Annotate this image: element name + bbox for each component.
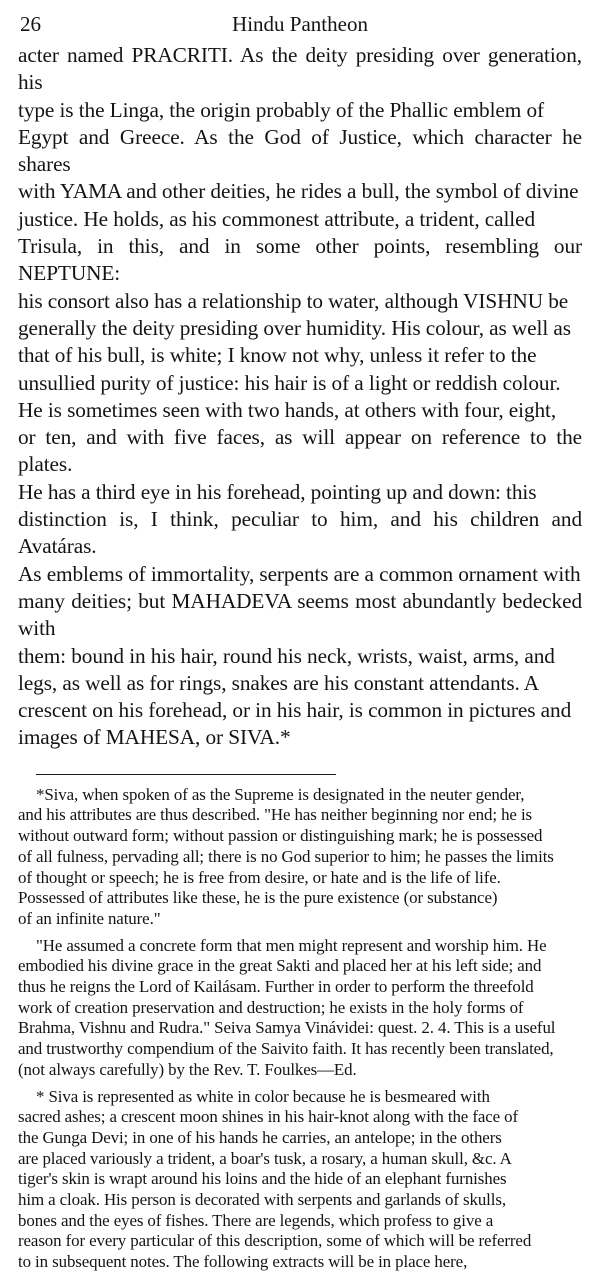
body-line: type is the Linga, the origin probably of the Phallic emblem of — [18, 97, 544, 122]
page-header — [18, 10, 582, 42]
body-line: legs, as well as for rings, snakes are his constant attendants. A — [18, 670, 540, 695]
body-line: crescent on his forehead, or in his hair, is common in pictures and — [18, 698, 572, 723]
body-line: unsullied purity of justice: his hair is of a light or reddish colour. — [18, 370, 561, 395]
footnote-3 — [18, 1087, 582, 1273]
body-line: He has a third eye in his forehead, pointing up and down: this — [18, 479, 537, 504]
footnote-line: him a cloak. His person is decorated with serpents and garlands of skulls, — [18, 1190, 506, 1210]
footnote-line: embodied his divine grace in the great Sakti and placed her at his left side; and — [18, 956, 542, 976]
body-line: Egypt and Greece. As the God of Justice, which character he shares — [18, 124, 582, 177]
footnote-line: reason for every particular of this description, some of which will be referred — [18, 1231, 532, 1251]
footnote-line: to in subsequent notes. The following extracts will be in place here, — [18, 1252, 468, 1272]
body-line: acter named PRACRITI. As the deity presiding over generation, his — [18, 43, 582, 95]
footnote-line: bones and the eyes of fishes. There are legends, which profess to give a — [18, 1210, 494, 1230]
footnote-line: sacred ashes; a crescent moon shines in his hair-knot along with the face of — [18, 1107, 519, 1127]
body-line: many deities; but MAHADEVA seems most abundantly bedecked with — [18, 588, 582, 641]
body-line: distinction is, I think, peculiar to him, and his children and Avatáras. — [18, 507, 582, 559]
body-line: with YAMA and other deities, he rides a bull, the symbol of divine — [18, 179, 579, 204]
footnote-line: and trustworthy compendium of the Saivito faith. It has recently been translated, — [18, 1039, 554, 1059]
body-line: generally the deity presiding over humidity. His colour, as well as — [18, 315, 571, 340]
footnote-line: thus he reigns the Lord of Kailásam. Further in order to perform the threefold — [18, 977, 534, 997]
body-line: He is sometimes seen with two hands, at others with four, eight, — [18, 397, 557, 422]
footnotes — [18, 785, 582, 1273]
footnote-line: the Gunga Devi; in one of his hands he carries, an antelope; in the others — [18, 1127, 502, 1147]
footnote-rule — [36, 774, 336, 775]
running-head: Hindu Pantheon — [232, 12, 368, 36]
footnote-line: and his attributes are thus described. "He has neither beginning nor end; he is — [18, 805, 533, 825]
body-line: As emblems of immortality, serpents are a common ornament with — [18, 561, 581, 586]
body-line: or ten, and with five faces, as will appear on reference to the plates. — [18, 425, 582, 477]
body-line: them: bound in his hair, round his neck, wrists, waist, arms, and — [18, 643, 555, 668]
page-number: 26 — [20, 12, 41, 36]
footnote-line: Brahma, Vishnu and Rudra." Seiva Samya Vinávidei: quest. 2. 4. This is a useful — [18, 1018, 556, 1038]
footnote-line: of an infinite nature." — [18, 908, 161, 928]
body-line: his consort also has a relationship to water, although VISHNU be — [18, 288, 569, 313]
footnote-line: * Siva is represented as white in color because he is besmeared with — [36, 1086, 490, 1106]
footnote-line: work of creation preservation and destruction; he exists in the holy forms of — [18, 997, 524, 1017]
footnote-1 — [18, 785, 582, 930]
footnote-line: (not always carefully) by the Rev. T. Foulkes—Ed. — [18, 1059, 357, 1079]
footnote-line: "He assumed a concrete form that men might represent and worship him. He — [36, 935, 547, 955]
main-text — [18, 42, 582, 752]
body-line: images of MAHESA, or SIVA.* — [18, 725, 291, 750]
footnote-line: tiger's skin is wrapt around his loins and the hide of an elephant furnishes — [18, 1169, 507, 1189]
footnote-2 — [18, 936, 582, 1081]
footnote-line: are placed variously a trident, a boar's tusk, a rosary, a human skull, &c. A — [18, 1148, 512, 1168]
footnote-line: *Siva, when spoken of as the Supreme is designated in the neuter gender, — [36, 784, 525, 804]
body-line: justice. He holds, as his commonest attribute, a trident, called — [18, 206, 536, 231]
footnote-line: of thought or speech; he is free from desire, or hate and is the life of life. — [18, 867, 501, 887]
footnote-line: of all fulness, pervading all; there is no God superior to him; he passes the limits — [18, 846, 554, 866]
body-line: Trisula, in this, and in some other points, resembling our NEPTUNE: — [18, 234, 582, 286]
body-line: that of his bull, is white; I know not why, unless it refer to the — [18, 343, 537, 368]
footnote-line: Possessed of attributes like these, he is the pure existence (or substance) — [18, 888, 498, 908]
footnote-line: without outward form; without passion or distinguishing mark; he is possessed — [18, 826, 543, 846]
